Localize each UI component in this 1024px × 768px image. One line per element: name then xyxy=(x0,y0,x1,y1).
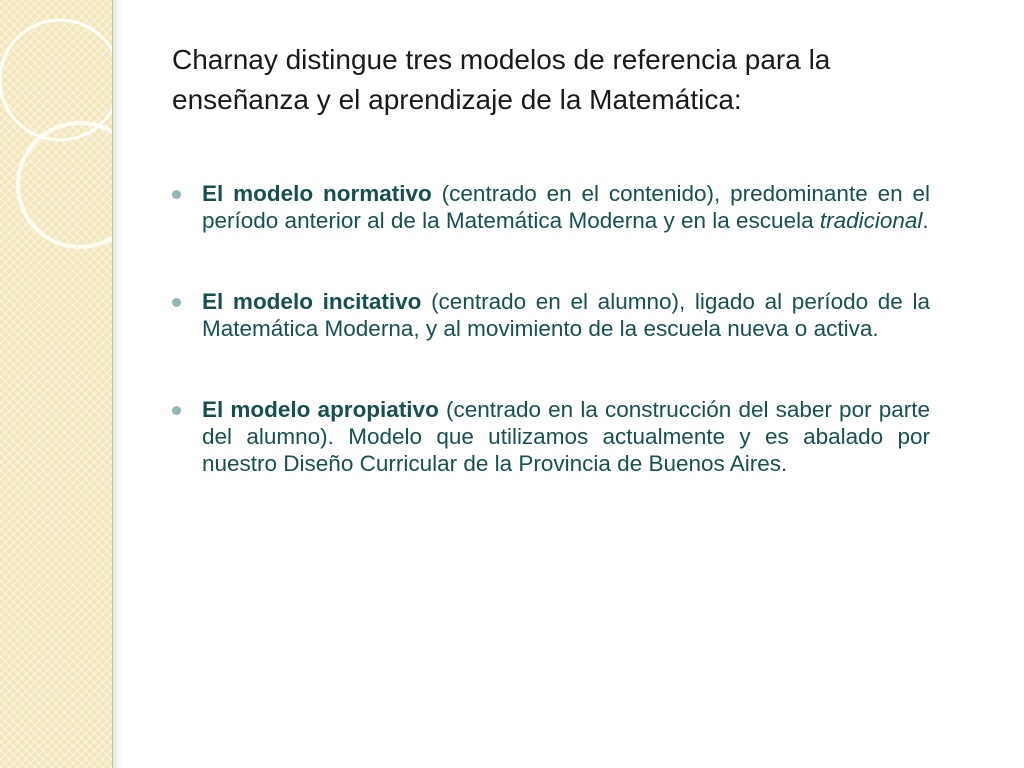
slide-title: Charnay distingue tres modelos de referencia para la enseñanza y el aprendizaje de la Matemática: xyxy=(172,44,831,115)
bullet-text: (centrado en el alumno), ligado al período de la Matemática Moderna, y al movimiento de la escuela nueva o activa. xyxy=(202,289,931,341)
bullet-item xyxy=(172,288,930,342)
bullet-dot-icon xyxy=(172,190,181,199)
bullet-item xyxy=(172,180,930,234)
bullet-text: (centrado en la construcción del saber por parte del alumno). Modelo que utilizamos actualmente y es abalado por nuestro Diseño Curricular de la Provincia de Buenos Aires. xyxy=(202,397,931,476)
bullet-item xyxy=(172,396,930,477)
bullet-dot-icon xyxy=(172,406,181,415)
bullet-dot-icon xyxy=(172,298,181,307)
bullet-emphasis: tradicional xyxy=(819,208,923,233)
bullet-strong: El modelo normativo xyxy=(202,181,432,206)
bullet-list xyxy=(172,180,930,531)
band-shadow xyxy=(112,0,122,768)
bullet-strong: El modelo apropiativo xyxy=(202,397,439,422)
bullet-text: (centrado en el contenido), predominante en el período anterior al de la Matemática Moderna y en la escuela xyxy=(202,181,931,233)
bullet-tail: . xyxy=(922,208,929,233)
bullet-strong: El modelo incitativo xyxy=(202,289,422,314)
decorative-side-band xyxy=(0,0,113,768)
decorative-circles xyxy=(0,0,112,768)
